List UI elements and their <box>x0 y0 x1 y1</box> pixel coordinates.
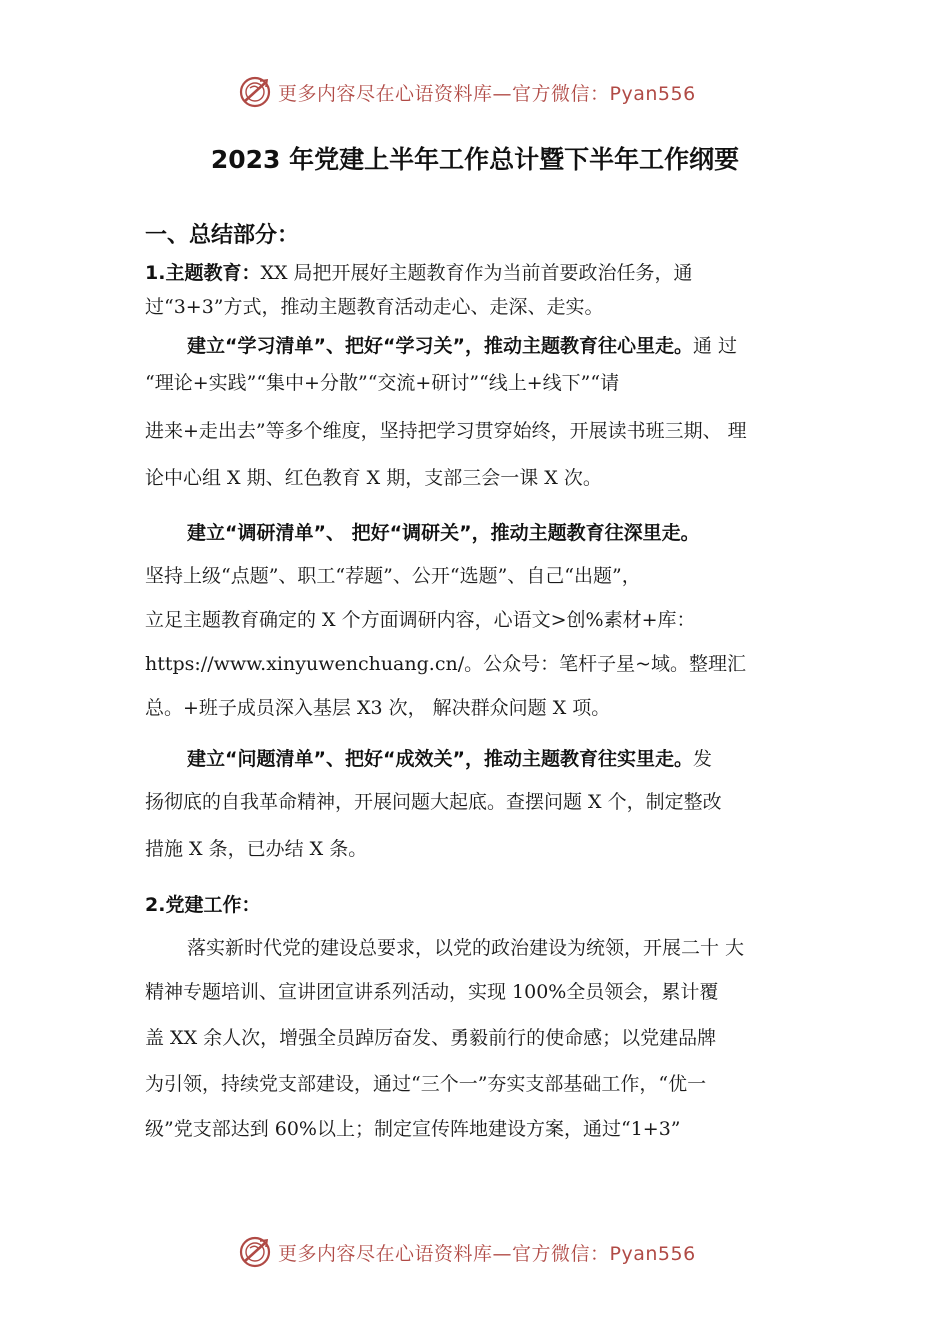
para2-line2: 坚持上级“点题”、职工“荐题”、公开“选题”、自己“出题”， <box>145 565 641 587</box>
para2-line4: https://www.xinyuwenchuang.cn/。公众号：笔杆子星~域。整理汇 <box>145 653 747 675</box>
footer-watermark <box>238 1234 696 1270</box>
para1-line2: “理论+实践”“集中+分散”“交流+研讨”“线上+线下”“请 <box>145 372 620 394</box>
para1-lead: 建立“学习清单”、把好“学习关”，推动主题教育往心里走。 <box>187 335 693 357</box>
item2-label: 2.党建工作： <box>145 894 261 916</box>
para2-line5: 总。+班子成员深入基层 X3 次， 解决群众问题 X 项。 <box>145 697 611 719</box>
para4-line2: 精神专题培训、宣讲团宣讲系列活动，实现 100%全员领会，累计覆 <box>145 981 719 1003</box>
para4-line5: 级”党支部达到 60%以上；制定宣传阵地建设方案，通过“1+3” <box>145 1118 681 1140</box>
para3-line1-tail: 发 <box>692 748 712 770</box>
item1-line1 <box>145 258 693 285</box>
item1-line2: 过“3+3”方式，推动主题教育活动走心、走深、走实。 <box>145 296 604 318</box>
item1-text1: XX 局把开展好主题教育作为当前首要政治任务，通 <box>260 262 693 284</box>
para1-line1 <box>187 331 737 358</box>
para4-line3: 盖 XX 余人次，增强全员踔厉奋发、勇毅前行的使命感；以党建品牌 <box>145 1027 717 1049</box>
para3-line2: 扬彻底的自我革命精神，开展问题大起底。查摆问题 X 个，制定整改 <box>145 791 722 813</box>
para2-line3: 立足主题教育确定的 X 个方面调研内容，心语文>创%素材+库： <box>145 609 696 631</box>
watermark-logo-icon <box>238 1235 272 1269</box>
section-heading-summary: 一、总结部分： <box>145 223 300 248</box>
para2-line1 <box>187 518 700 545</box>
para1-line4: 论中心组 X 期、红色教育 X 期，支部三会一课 X 次。 <box>145 467 602 489</box>
watermark-text: 更多内容尽在心语资料库—官方微信：Pyan556 <box>278 82 696 105</box>
item2-line <box>145 890 260 917</box>
para4-line4: 为引领，持续党支部建设，通过“三个一”夯实支部基础工作，“优一 <box>145 1073 707 1095</box>
watermark-logo-icon <box>238 75 272 109</box>
para3-line3: 措施 X 条，已办结 X 条。 <box>145 838 368 860</box>
para4-line1: 落实新时代党的建设总要求，以党的政治建设为统领，开展二十 大 <box>187 937 745 959</box>
item1-label: 1.主题教育： <box>145 262 261 284</box>
para1-line1-tail: 通 过 <box>692 335 737 357</box>
document-title: 2023 年党建上半年工作总计暨下半年工作纲要 <box>210 145 740 174</box>
para3-line1 <box>187 744 712 771</box>
header-watermark <box>238 74 696 110</box>
para3-lead: 建立“问题清单”、把好“成效关”，推动主题教育往实里走。 <box>187 748 693 770</box>
watermark-text: 更多内容尽在心语资料库—官方微信：Pyan556 <box>278 1242 696 1265</box>
para2-lead: 建立“调研清单”、 把好“调研关”，推动主题教育往深里走。 <box>187 522 700 544</box>
para1-line3: 进来+走出去”等多个维度，坚持把学习贯穿始终，开展读书班三期、 理 <box>145 420 747 442</box>
